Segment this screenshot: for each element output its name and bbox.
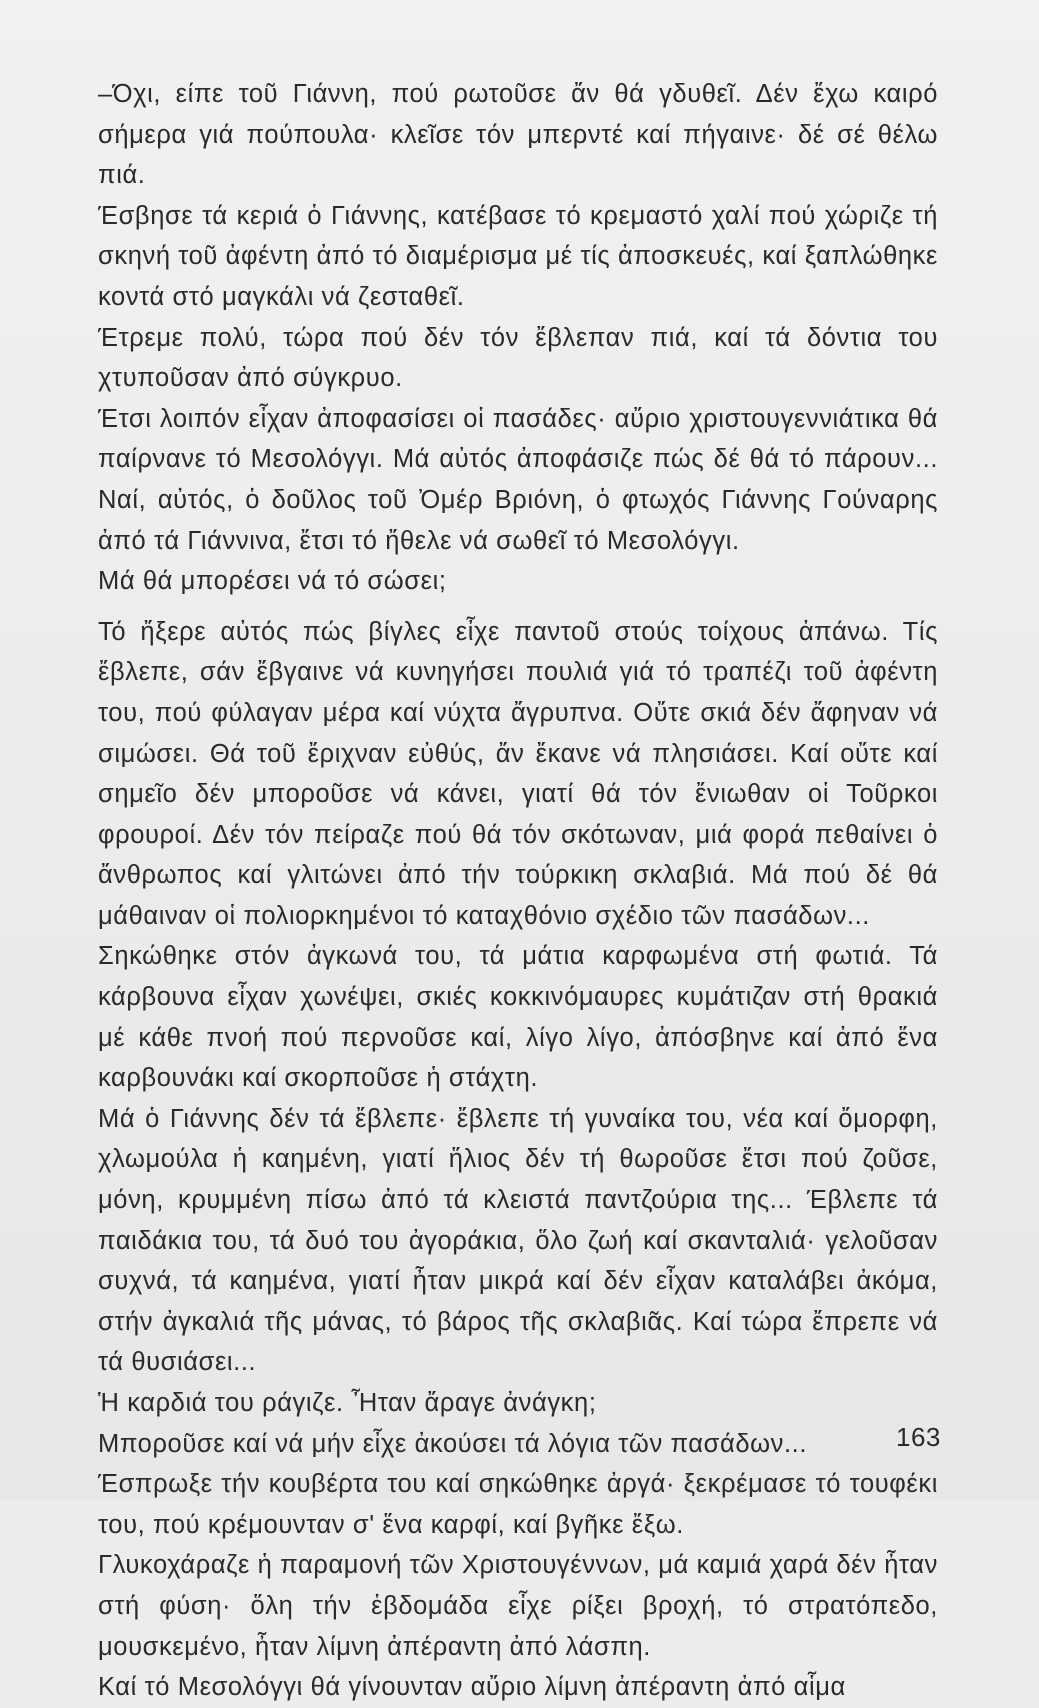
paragraph: Τό ἤξερε αὐτός πώς βίγλες εἶχε παντοῦ στούς τοίχους ἀπάνω. Τίς ἔβλεπε, σάν ἔβγαινε νά κυνηγήσει πουλιά γιά τό τραπέζι τοῦ ἀφέντη του, πού φύλαγαν μέρα καί νύχτα ἄγρυπνα. Οὔτε σκιά δέν ἄφηναν νά σιμώσει. Θά τοῦ ἔριχναν εὐθύς, ἄν ἔκανε νά πλησιάσει. Καί οὔτε καί σημεῖο δέν μποροῦσε νά κάνει, γιατί θά τόν ἔνιωθαν οἱ Τοῦρκοι φρουροί. Δέν τόν πείραζε πού θά τόν σκότωναν, μιά φορά πεθαίνει ὁ ἄνθρωπος καί γλιτώνει ἀπό τήν τούρκικη σκλαβιά. Μά πού δέ θά μάθαιναν οἱ πολιορκημένοι τό καταχθόνιο σχέδιο τῶν πασάδων...: [98, 617, 938, 930]
paragraph: Έσπρωξε τήν κουβέρτα του καί σηκώθηκε ἀργά· ξεκρέμασε τό τουφέκι του, πού κρέμουνταν σ' ἕνα καρφί, καί βγῆκε ἔξω.: [98, 1470, 938, 1539]
paragraph: Έτσι λοιπόν εἶχαν ἀποφασίσει οἱ πασάδες· αὔριο χριστουγεννιάτικα θά παίρνανε τό Μεσολόγγι. Μά αὐτός ἀποφάσιζε πώς δέ θά τό πάρουν... Ναί, αὐτός, ὁ δοῦλος τοῦ Ὀμέρ Βριόνη, ὁ φτωχός Γιάννης Γούναρης ἀπό τά Γιάννινα, ἔτσι τό ἤθελε νά σωθεῖ τό Μεσολόγγι.: [98, 404, 938, 555]
paragraph: Ἡ καρδιά του ράγιζε. Ἦταν ἄραγε ἀνάγκη;: [98, 1389, 597, 1417]
paragraph: Έτρεμε πολύ, τώρα πού δέν τόν ἔβλεπαν πιά, καί τά δόντια του χτυποῦσαν ἀπό σύγκρυο.: [98, 323, 938, 393]
paragraph: Γλυκοχάραζε ἡ παραμονή τῶν Χριστουγέννων, μά καμιά χαρά δέν ἦταν στή φύση· ὅλη τήν ἑβδομάδα εἶχε ρίξει βροχή, τό στρατόπεδο, μουσκεμένο, ἦταν λίμνη ἀπέραντη ἀπό λάσπη.: [98, 1551, 938, 1661]
paragraph: –Όχι, είπε τοῦ Γιάννη, πού ρωτοῦσε ἄν θά γδυθεῖ. Δέν ἔχω καιρό σήμερα γιά πούπουλα· κλεῖσε τόν μπερντέ καί πήγαινε· δέ σέ θέλω πιά.: [98, 80, 938, 190]
body-text: [98, 74, 938, 1708]
paragraph: Μά ὁ Γιάννης δέν τά ἔβλεπε· ἔβλεπε τή γυναίκα του, νέα καί ὄμορφη, χλωμούλα ἡ καημένη, γιατί ἥλιος δέν τή θωροῦσε ἔτσι πού ζοῦσε, μόνη, κρυμμένη πίσω ἀπό τά κλειστά παντζούρια της... Έβλεπε τά παιδάκια του, τά δυό του ἀγοράκια, ὅλο ζωή καί σκανταλιά· γελοῦσαν συχνά, τά καημένα, γιατί ἦταν μικρά καί δέν εἶχαν καταλάβει ἀκόμα, στήν ἀγκαλιά τῆς μάνας, τό βάρος τῆς σκλαβιᾶς. Καί τώρα ἔπρεπε νά τά θυσιάσει...: [98, 1104, 938, 1377]
paragraph: Μποροῦσε καί νά μήν εἶχε ἀκούσει τά λόγια τῶν πασάδων...: [98, 1429, 808, 1458]
paragraph: Έσβησε τά κεριά ὁ Γιάννης, κατέβασε τό κρεμαστό χαλί πού χώριζε τή σκηνή τοῦ ἀφέντη ἀπό τό διαμέρισμα μέ τίς ἀποσκευές, καί ξαπλώθηκε κοντά στό μαγκάλι νά ζεσταθεῖ.: [98, 201, 938, 311]
page-number: 163: [896, 1422, 941, 1452]
paragraph: Μά θά μπορέσει νά τό σώσει;: [98, 567, 447, 596]
paragraph: Σηκώθηκε στόν ἀγκωνά του, τά μάτια καρφωμένα στή φωτιά. Τά κάρβουνα εἶχαν χωνέψει, σκιές κοκκινόμαυρες κυμάτιζαν στή θρακιά μέ κάθε πνοή πού περνοῦσε καί, λίγο λίγο, ἀπόσβηνε καί ἀπό ἕνα καρβουνάκι καί σκορποῦσε ἡ στάχτη.: [98, 942, 938, 1093]
paragraph: Καί τό Μεσολόγγι θά γίνουνταν αὔριο λίμνη ἀπέραντη ἀπό αἷμα: [98, 1673, 846, 1702]
